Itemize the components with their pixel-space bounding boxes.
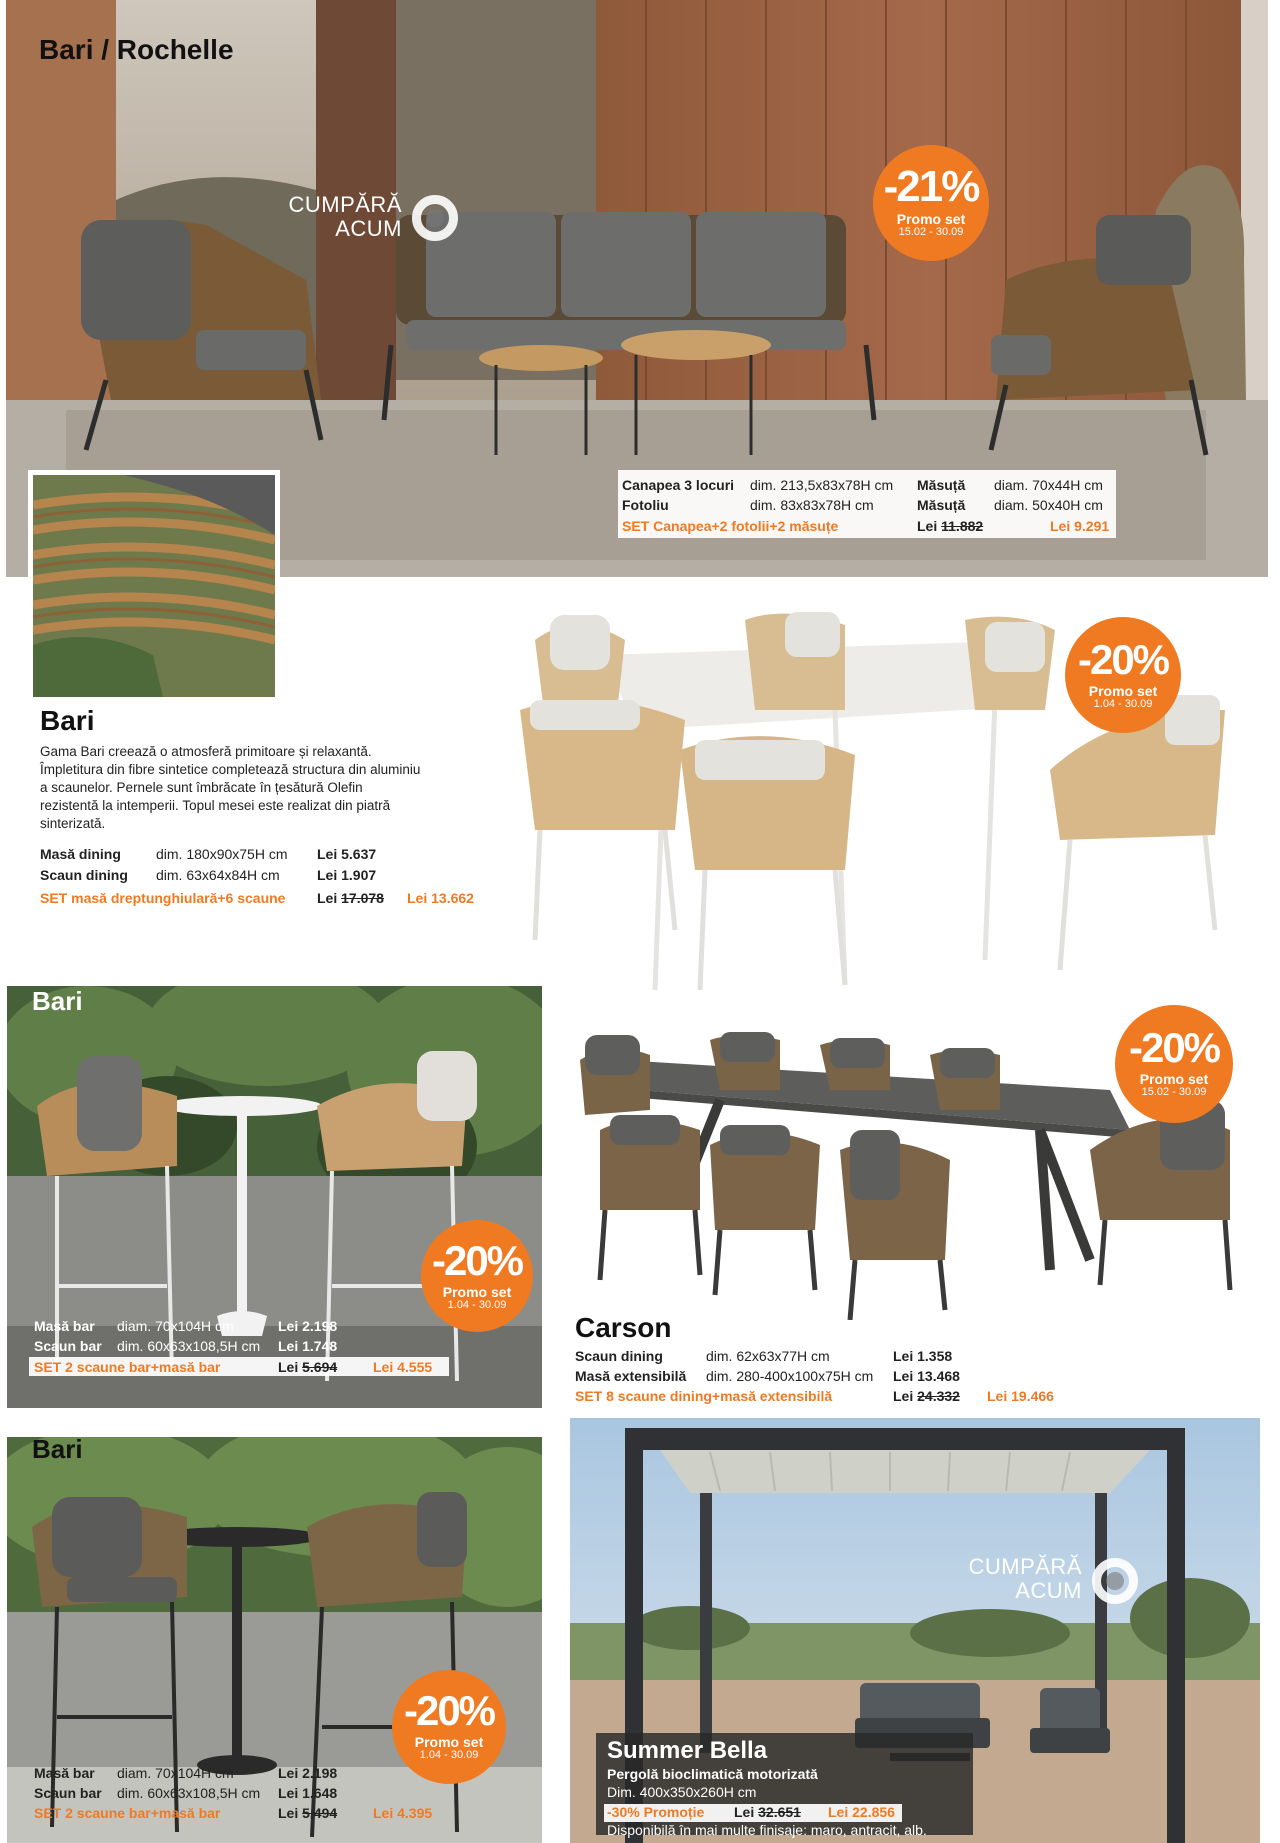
wicker-detail-photo: [28, 470, 280, 702]
hero-spec-name: Fotoliu: [622, 497, 669, 513]
hero-cta-line1: CUMPĂRĂ: [288, 192, 402, 217]
hero-spec-name2: Măsuță: [917, 477, 966, 493]
hero-title: Bari / Rochelle: [39, 34, 234, 65]
carson-promo-badge: [1115, 1005, 1233, 1123]
bari-dining-badge-percent: -20%: [1077, 636, 1169, 683]
bari-bar-black-badge-dates: 1.04 - 30.09: [419, 1749, 479, 1761]
bari-bar-black-spec-price: Lei 2.198: [278, 1765, 338, 1781]
bari-dining-badge-label: Promo set: [1088, 683, 1158, 699]
bari-bar-black-spec-dim: diam. 70x104H cm: [117, 1765, 234, 1781]
hero-promo-badge: [873, 145, 989, 261]
summer-bella-cta-line1: CUMPĂRĂ: [968, 1554, 1082, 1579]
hero-spec-name2: Măsuță: [917, 497, 966, 513]
bari-bar-white-set-label: SET 2 scaune bar+masă bar: [34, 1359, 221, 1375]
hero-cta-line2: ACUM: [335, 216, 402, 241]
summer-bella-cta-label[interactable]: [960, 1555, 1082, 1603]
carson-spec-price: Lei 1.358: [893, 1348, 953, 1364]
bari-dining-spec-name: Scaun dining: [40, 867, 128, 883]
hero-spec-dim2: diam. 70x44H cm: [994, 477, 1103, 493]
hero-spec-dim: dim. 83x83x78H cm: [750, 497, 874, 513]
summer-bella-promo: -30% Promoție: [607, 1804, 705, 1820]
hero-spec-dim: dim. 213,5x83x78H cm: [750, 477, 894, 493]
hero-badge-dates: 15.02 - 30.09: [898, 226, 964, 238]
bari-bar-black-set-label: SET 2 scaune bar+masă bar: [34, 1805, 221, 1821]
bari-bar-black-badge-percent: -20%: [403, 1687, 495, 1734]
hero-set-new-price: Lei 9.291: [1050, 518, 1110, 534]
carson-set-new-price: Lei 19.466: [987, 1388, 1054, 1404]
hero-badge-label: Promo set: [896, 211, 966, 227]
summer-bella-finishes: Disponibilă în mai multe finisaje: maro, antracit, alb.: [607, 1822, 927, 1838]
bari-bar-white-spec-table: [34, 1316, 474, 1380]
bari-dining-promo-badge: [1065, 617, 1181, 733]
bari-dining-spec-name: Masă dining: [40, 846, 121, 862]
hero-spec-dim2: diam. 50x40H cm: [994, 497, 1103, 513]
carson-badge-percent: -20%: [1128, 1024, 1220, 1071]
hero-spec-table: [622, 475, 1120, 539]
bari-dining-badge-dates: 1.04 - 30.09: [1093, 698, 1153, 710]
bari-bar-white-spec-name: Masă bar: [34, 1318, 95, 1334]
carson-set-label: SET 8 scaune dining+masă extensibilă: [575, 1388, 833, 1404]
summer-bella-old-price: Lei 32.651: [734, 1804, 801, 1820]
summer-bella-dimensions: Dim. 400x350x260H cm: [607, 1784, 757, 1800]
hero-cta-label[interactable]: [240, 193, 402, 241]
carson-spec-price: Lei 13.468: [893, 1368, 960, 1384]
carson-spec-dim: dim. 280-400x100x75H cm: [706, 1368, 874, 1384]
bari-bar-white-title: Bari: [32, 986, 83, 1016]
bari-bar-white-spec-name: Scaun bar: [34, 1338, 102, 1354]
bari-dining-spec-price: Lei 5.637: [317, 846, 377, 862]
carson-spec-dim: dim. 62x63x77H cm: [706, 1348, 830, 1364]
bari-dining-description: Gama Bari creează o atmosferă primitoare și relaxantă. Împletitura din fibre sintetice completează structura din aluminiu a scaunelor. Pernele sunt îmbrăcate în țesătură Olefin rezistentă la intemperii. Topul mesei este realizat din piatră sinterizată.: [40, 744, 421, 831]
summer-bella-title: Summer Bella: [607, 1737, 768, 1764]
bari-dining-spec-dim: dim. 180x90x75H cm: [156, 846, 288, 862]
bari-bar-black-spec-dim: dim. 60x63x108,5H cm: [117, 1785, 261, 1801]
bari-bar-white-set-new-price: Lei 4.555: [373, 1359, 433, 1375]
bari-bar-white-spec-dim: dim. 60x63x108,5H cm: [117, 1338, 261, 1354]
bari-bar-black-spec-name: Masă bar: [34, 1765, 95, 1781]
bari-bar-white-badge-label: Promo set: [442, 1284, 512, 1300]
hero-cta-button-icon[interactable]: [412, 195, 458, 241]
summer-bella-price-row: [607, 1802, 967, 1822]
hero-spec-name: Canapea 3 locuri: [622, 477, 735, 493]
summer-bella-new-price: Lei 22.856: [828, 1804, 895, 1820]
bari-bar-black-set-old-price: Lei 5.494: [278, 1805, 338, 1821]
bari-bar-white-badge-dates: 1.04 - 30.09: [447, 1299, 507, 1311]
bari-dining-set-label: SET masă dreptunghiulară+6 scaune: [40, 890, 286, 906]
summer-bella-cta-line2: ACUM: [1015, 1578, 1082, 1603]
bari-dining-title: Bari: [40, 705, 95, 736]
carson-spec-table: [575, 1346, 1075, 1410]
bari-bar-white-spec-dim: diam. 70x104H cm: [117, 1318, 234, 1334]
carson-badge-label: Promo set: [1139, 1071, 1209, 1087]
carson-badge-dates: 15.02 - 30.09: [1141, 1086, 1207, 1098]
bari-dining-spec-dim: dim. 63x64x84H cm: [156, 867, 280, 883]
bari-dining-set-new-price: Lei 13.662: [407, 890, 474, 906]
carson-spec-name: Masă extensibilă: [575, 1368, 687, 1384]
bari-bar-white-set-old-price: Lei 5.694: [278, 1359, 338, 1375]
carson-spec-name: Scaun dining: [575, 1348, 663, 1364]
bari-bar-black-set-new-price: Lei 4.395: [373, 1805, 433, 1821]
carson-title: Carson: [575, 1312, 672, 1343]
bari-bar-white-spec-price: Lei 1.748: [278, 1338, 338, 1354]
carson-set-old-price: Lei 24.332: [893, 1388, 960, 1404]
bari-dining-spec-price: Lei 1.907: [317, 867, 377, 883]
bari-bar-black-spec-name: Scaun bar: [34, 1785, 102, 1801]
hero-badge-percent: -21%: [883, 162, 979, 211]
hero-set-old-price: Lei 11.882: [917, 518, 984, 534]
hero-set-label: SET Canapea+2 fotolii+2 măsuțe: [622, 518, 839, 534]
bari-bar-black-spec-table: [34, 1763, 474, 1827]
bari-bar-black-spec-price: Lei 1.648: [278, 1785, 338, 1801]
bari-bar-black-title: Bari: [32, 1434, 83, 1464]
bari-dining-spec-table: [40, 844, 520, 908]
bari-bar-white-badge-percent: -20%: [431, 1237, 523, 1284]
summer-bella-cta-button-icon[interactable]: [1092, 1558, 1138, 1604]
bari-bar-white-spec-price: Lei 2.198: [278, 1318, 338, 1334]
bari-dining-set-old-price: Lei 17.078: [317, 890, 384, 906]
summer-bella-subtitle: Pergolă bioclimatică motorizată: [607, 1766, 818, 1782]
bari-bar-black-badge-label: Promo set: [414, 1734, 484, 1750]
